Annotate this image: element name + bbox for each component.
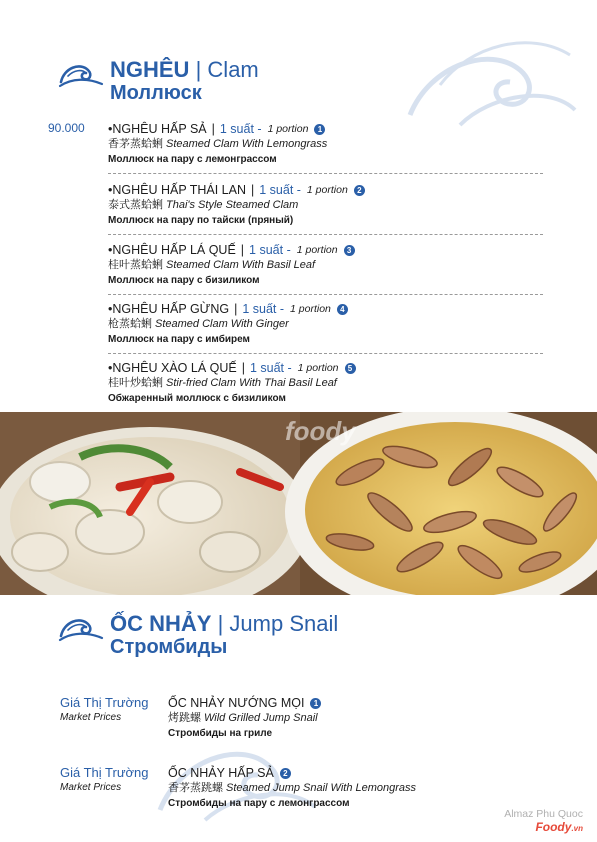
item-name: •NGHÊU HẤP GỪNG (108, 302, 230, 316)
item-name-cn: 香茅蒸跳螺 (168, 782, 223, 794)
foody-logo-suffix: .vn (571, 824, 583, 833)
wave-icon (58, 614, 104, 642)
item-name-ru: Обжаренный моллюск с бизиликом (108, 393, 286, 404)
item-name-en: Steamed Jump Snail With Lemongrass (226, 782, 417, 794)
section-title-vn: ỐC NHẢY (110, 611, 212, 636)
item-serving: 1 suất - (249, 243, 291, 257)
item-name: •NGHÊU XÀO LÁ QUẾ (108, 361, 237, 375)
section-title-ru: Стромбиды (110, 636, 228, 658)
item-name-ru: Моллюск на пару с имбирем (108, 334, 250, 345)
item-name-en: Steamed Clam With Basil Leaf (166, 259, 316, 271)
divider (108, 353, 543, 354)
item-name-en: Stir-fried Clam With Thai Basil Leaf (166, 377, 337, 389)
price-label: 90.000 (48, 121, 85, 135)
market-price-en: Market Prices (60, 782, 122, 793)
market-price-vn: Giá Thị Trường (60, 765, 149, 780)
item-number-badge: 1 (314, 124, 325, 135)
item-name: ỐC NHẢY NƯỚNG MỌI (168, 696, 305, 710)
item-portion: 1 portion (267, 123, 309, 135)
wave-icon (58, 60, 104, 88)
foody-logo-text: Foody (535, 820, 572, 834)
market-price-label (60, 695, 149, 725)
item-serving: 1 suất - (242, 302, 285, 316)
item-name: ỐC NHẢY HẤP SẢ (168, 766, 274, 780)
market-price-label (60, 765, 149, 795)
item-number-badge: 1 (310, 698, 321, 709)
item-portion: 1 portion (296, 244, 338, 256)
item-name-cn: 枪蒸蛤蜊 (108, 318, 152, 330)
item-serving: 1 suất - (219, 122, 262, 136)
section-header-jump-snail (58, 612, 338, 658)
section-title-vn: NGHÊU (110, 57, 190, 82)
item-number-badge: 3 (344, 245, 355, 256)
item-name-cn: 泰式蒸蛤蜊 (108, 199, 163, 211)
menu-item (108, 121, 543, 167)
divider (108, 173, 543, 174)
section-header-clam (58, 58, 259, 104)
item-serving: 1 suất - (249, 361, 292, 375)
menu-item (108, 242, 543, 288)
title-separator: | (195, 57, 202, 82)
item-name-en: Steamed Clam With Ginger (155, 318, 289, 330)
item-name: •NGHÊU HẤP LÁ QUẾ (108, 243, 236, 257)
section-title-en: Jump Snail (229, 611, 339, 636)
item-name-en: Steamed Clam With Lemongrass (166, 138, 328, 150)
item-serving: 1 suất - (259, 183, 301, 197)
item-name-en: Wild Grilled Jump Snail (204, 712, 318, 724)
item-portion: 1 portion (297, 362, 339, 374)
item-name-cn: 桂叶炒蛤蜊 (108, 377, 163, 389)
menu-item (108, 182, 543, 228)
item-portion: 1 portion (306, 184, 348, 196)
menu-item (108, 301, 543, 347)
market-price-vn: Giá Thị Trường (60, 695, 149, 710)
menu-item (168, 765, 498, 811)
item-separator: | (234, 302, 238, 316)
title-separator: | (217, 611, 224, 636)
item-number-badge: 2 (354, 185, 365, 196)
item-name-ru: Стромбиды на пару с лемонграссом (168, 798, 350, 809)
brand-watermark (504, 808, 583, 836)
item-name-ru: Моллюск на пару с лемонграссом (108, 154, 277, 165)
item-name-ru: Моллюск на пару с бизиликом (108, 275, 260, 286)
section-title-en: Clam (207, 57, 259, 82)
item-portion: 1 portion (290, 303, 331, 315)
item-separator: | (211, 122, 215, 136)
swirl-decoration-top-right (400, 25, 585, 135)
item-name: •NGHÊU HẤP THÁI LAN (108, 183, 246, 197)
divider (108, 294, 543, 295)
menu-item (168, 695, 498, 741)
item-separator: | (241, 361, 245, 375)
item-name-cn: 桂叶蒸蛤蜊 (108, 259, 163, 271)
foody-logo (504, 820, 583, 836)
section-title (110, 612, 338, 636)
item-name-en: Thai's Style Steamed Clam (166, 199, 299, 211)
photo-watermark: foody (285, 416, 356, 446)
food-photo (0, 412, 597, 595)
item-separator: | (250, 183, 255, 197)
item-name-ru: Моллюск на пару по тайски (пряный) (108, 215, 294, 226)
item-number-badge: 5 (345, 363, 356, 374)
section-title-ru: Моллюск (110, 82, 202, 104)
item-number-badge: 4 (337, 304, 348, 315)
item-number-badge: 2 (280, 768, 291, 779)
item-separator: | (240, 243, 245, 257)
item-name-cn: 烤跳螺 (168, 712, 201, 724)
section-title (110, 58, 259, 82)
divider (108, 234, 543, 235)
item-name: •NGHÊU HẤP SẢ (108, 122, 207, 136)
market-price-en: Market Prices (60, 712, 122, 723)
item-name-cn: 香茅蒸蛤蜊 (108, 138, 163, 150)
brand-place: Almaz Phu Quoc (504, 808, 583, 820)
item-name-ru: Стромбиды на гриле (168, 728, 273, 739)
menu-item (108, 360, 543, 406)
